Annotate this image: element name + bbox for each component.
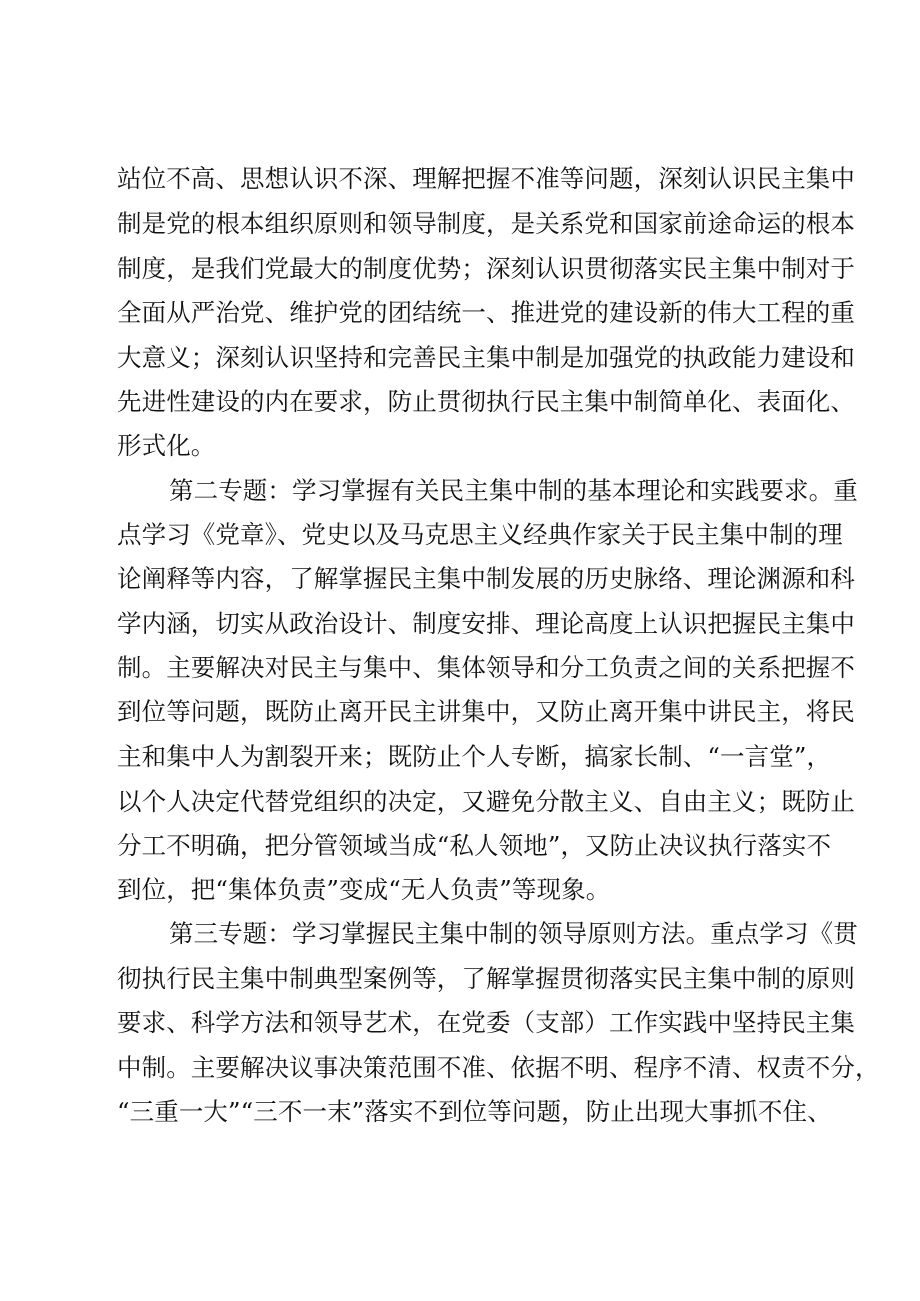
paragraph-2-line-6: 到位等问题，既防止离开民主讲集中，又防止离开集中讲民主，将民 (117, 697, 855, 726)
paragraph-1-line-1: 站位不高、思想认识不深、理解把握不准等问题，深刻认识民主集中 (117, 164, 855, 193)
paragraph-2-line-1: 第二专题：学习掌握有关民主集中制的基本理论和实践要求。重 (169, 476, 858, 505)
paragraph-2-line-3: 论阐释等内容，了解掌握民主集中制发展的历史脉络、理论渊源和科 (117, 564, 855, 593)
paragraph-2-line-5: 制。主要解决对民主与集中、集体领导和分工负责之间的关系把握不 (117, 653, 855, 682)
paragraph-2-line-8: 以个人决定代替党组织的决定，又避免分散主义、自由主义；既防止 (117, 787, 855, 816)
paragraph-1-line-4: 全面从严治党、维护党的团结统一、推进党的建设新的伟大工程的重 (117, 298, 855, 327)
paragraph-3-line-2: 彻执行民主集中制典型案例等，了解掌握贯彻落实民主集中制的原则 (117, 964, 855, 993)
paragraph-1-line-5: 大意义；深刻认识坚持和完善民主集中制是加强党的执政能力建设和 (117, 343, 855, 372)
paragraph-3-line-3: 要求、科学方法和领导艺术，在党委（支部）工作实践中坚持民主集 (117, 1008, 855, 1037)
paragraph-2-line-10: 到位，把“集体负责”变成“无人负责”等现象。 (117, 875, 611, 904)
paragraph-1-line-6: 先进性建设的内在要求，防止贯彻执行民主集中制简单化、表面化、 (117, 387, 855, 416)
paragraph-1-line-2: 制是党的根本组织原则和领导制度，是关系党和国家前途命运的根本 (117, 209, 855, 238)
paragraph-2-line-7: 主和集中人为割裂开来；既防止个人专断，搞家长制、“一言堂”， (117, 742, 832, 771)
paragraph-3-line-4: 中制。主要解决议事决策范围不准、依据不明、程序不清、权责不分， (117, 1053, 880, 1082)
paragraph-3-line-5: “三重一大”“三不一末”落实不到位等问题，防止出现大事抓不住、 (117, 1097, 832, 1126)
paragraph-2-line-2: 点学习《党章》、党史以及马克思主义经典作家关于民主集中制的理 (117, 520, 843, 549)
paragraph-2-line-9: 分工不明确，把分管领域当成“私人领地”，又防止决议执行落实不 (117, 831, 832, 860)
paragraph-2-line-4: 学内涵，切实从政治设计、制度安排、理论高度上认识把握民主集中 (117, 609, 855, 638)
paragraph-3-line-1: 第三专题：学习掌握民主集中制的领导原则方法。重点学习《贯 (169, 919, 858, 948)
paragraph-1-line-7: 形式化。 (117, 431, 216, 460)
paragraph-1-line-3: 制度，是我们党最大的制度优势；深刻认识贯彻落实民主集中制对于 (117, 254, 855, 283)
